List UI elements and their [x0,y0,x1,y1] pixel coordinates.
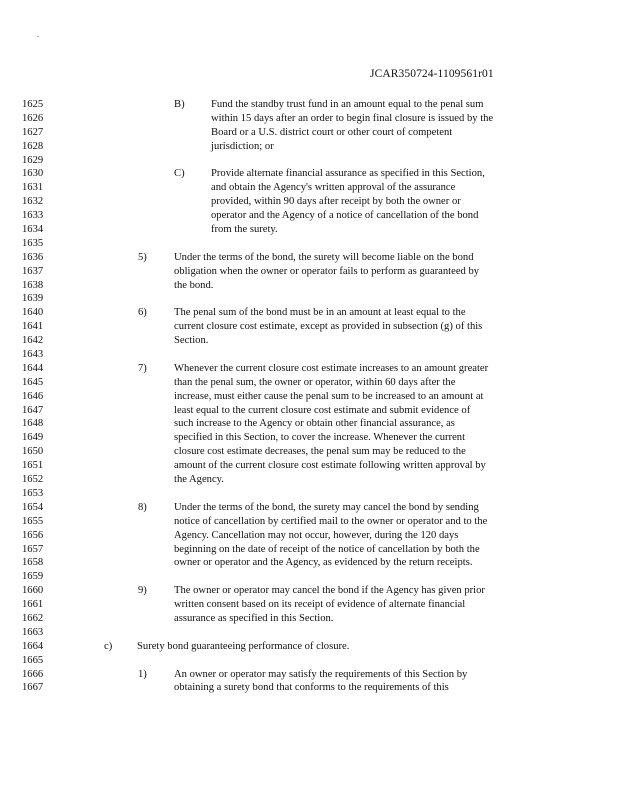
line-text: An owner or operator may satisfy the requirements of this Section by [174,668,468,680]
line-number: 1627 [22,126,44,138]
line-number: 1650 [22,446,44,458]
document-line [0,306,618,320]
document-line [0,459,618,473]
line-number: 1657 [22,543,44,555]
line-text: Section. [174,335,209,347]
document-line [0,320,618,334]
line-text: such increase to the Agency or obtain other financial assurance, as [174,418,455,430]
line-text: Under the terms of the bond, the surety will become liable on the bond [174,251,474,263]
line-number: 1655 [22,515,44,527]
line-number: 1639 [22,293,44,305]
document-line [0,501,618,515]
line-text: specified in this Section, to cover the increase. Whenever the current [174,432,466,444]
line-number: 1656 [22,529,44,541]
line-number: 1634 [22,224,44,236]
line-number: 1654 [22,501,44,513]
list-marker: C) [174,168,185,180]
document-line [0,445,618,459]
document-line [0,529,618,543]
document-line [0,543,618,557]
line-number: 1667 [22,682,44,694]
line-text: Whenever the current closure cost estimate increases to an amount greater [174,362,489,374]
line-number: 1638 [22,279,44,291]
line-text: Board or a U.S. district court or other court of competent [211,126,453,138]
document-line [0,362,618,376]
document-body [0,98,618,695]
line-text: least equal to the current closure cost estimate and submit evidence of [174,404,471,416]
list-marker: 5) [138,251,147,263]
line-number: 1666 [22,668,44,680]
document-line [0,376,618,390]
line-text: The penal sum of the bond must be in an amount at least equal to the [174,307,466,319]
document-line [0,404,618,418]
line-text: operator and the Agency of a notice of cancellation of the bond [211,210,479,222]
list-marker: 8) [138,501,147,513]
line-number: 1651 [22,460,44,472]
line-number: 1652 [22,474,44,486]
list-marker: B) [174,99,185,110]
document-line [0,668,618,682]
line-number: 1664 [22,640,44,652]
line-number: 1663 [22,626,44,638]
line-text: obtaining a surety bond that conforms to the requirements of this [174,682,449,694]
line-number: 1645 [22,376,44,388]
line-text: jurisdiction; or [211,140,274,152]
line-number: 1661 [22,599,44,611]
line-text: and obtain the Agency's written approval of the assurance [211,182,456,194]
list-marker: 7) [138,362,147,374]
line-number: 1648 [22,418,44,430]
list-marker: 9) [138,585,147,597]
line-text: Surety bond guaranteeing performance of closure. [137,640,350,652]
line-number: 1646 [22,390,44,402]
line-text: within 15 days after an order to begin final closure is issued by the [211,112,494,124]
line-number: 1635 [22,237,44,249]
line-number: 1629 [22,154,44,166]
document-id: JCAR350724-1109561r01 [370,68,494,80]
list-marker: 6) [138,307,147,319]
document-line [0,251,618,265]
line-number: 1628 [22,140,44,152]
document-line [0,612,618,626]
line-text: the Agency. [174,474,224,486]
line-text: assurance as specified in this Section. [174,612,334,624]
corner-mark: . [37,30,39,39]
line-text: current closure cost estimate, except as provided in subsection (g) of this [174,321,483,333]
document-line [0,348,618,362]
line-number: 1636 [22,251,44,263]
document-line [0,279,618,293]
list-marker: 1) [138,668,147,680]
document-line [0,431,618,445]
line-number: 1641 [22,321,44,333]
line-text: than the penal sum, the owner or operator, within 60 days after the [174,376,456,388]
document-line [0,209,618,223]
line-number: 1633 [22,210,44,222]
line-number: 1643 [22,349,44,361]
line-text: Fund the standby trust fund in an amount equal to the penal sum [211,99,484,110]
line-number: 1640 [22,307,44,319]
line-number: 1642 [22,335,44,347]
line-number: 1658 [22,557,44,569]
document-line [0,140,618,154]
line-text: Under the terms of the bond, the surety may cancel the bond by sending [174,501,479,513]
document-line [0,167,618,181]
document-line [0,473,618,487]
line-number: 1637 [22,265,44,277]
line-text: obligation when the owner or operator fails to perform as guaranteed by [174,265,480,277]
line-text: written consent based on its receipt of evidence of alternate financial [174,599,466,611]
document-line [0,598,618,612]
line-text: owner or operator and the Agency, as evidenced by the return receipts. [174,557,473,569]
document-line [0,195,618,209]
document-line [0,223,618,237]
document-line [0,626,618,640]
document-line [0,390,618,404]
document-line [0,681,618,695]
document-line [0,98,618,112]
document-line [0,556,618,570]
line-text: beginning on the date of receipt of the notice of cancellation by both the [174,543,480,555]
line-text: increase, must either cause the penal sum to be increased to an amount at [174,390,484,402]
document-line [0,570,618,584]
document-line [0,334,618,348]
document-line [0,584,618,598]
line-number: 1660 [22,585,44,597]
line-number: 1649 [22,432,44,444]
line-text: Provide alternate financial assurance as specified in this Section, [211,168,485,180]
document-line [0,487,618,501]
line-number: 1632 [22,196,44,208]
line-number: 1662 [22,612,44,624]
line-text: provided, within 90 days after receipt by both the owner or [211,196,461,208]
document-line [0,640,618,654]
document-line [0,181,618,195]
document-line [0,515,618,529]
line-text: amount of the current closure cost estimate following written approval by [174,460,486,472]
line-text: closure cost estimate decreases, the penal sum may be reduced to the [174,446,466,458]
document-line [0,654,618,668]
document-line [0,154,618,168]
line-number: 1631 [22,182,44,194]
line-text: from the surety. [211,224,278,236]
line-number: 1630 [22,168,44,180]
document-line [0,237,618,251]
list-marker: c) [104,640,113,652]
line-number: 1653 [22,487,44,499]
document-line [0,126,618,140]
line-number: 1644 [22,362,44,374]
line-text: Agency. Cancellation may not occur, however, during the 120 days [174,529,459,541]
line-number: 1659 [22,571,44,583]
document-line [0,417,618,431]
line-text: notice of cancellation by certified mail to the owner or operator and to the [174,515,488,527]
document-line [0,292,618,306]
line-number: 1647 [22,404,44,416]
line-number: 1626 [22,112,44,124]
document-line [0,112,618,126]
line-number: 1665 [22,654,44,666]
line-text: the bond. [174,279,214,291]
line-text: The owner or operator may cancel the bond if the Agency has given prior [174,585,485,597]
line-number: 1625 [22,99,44,110]
document-line [0,265,618,279]
